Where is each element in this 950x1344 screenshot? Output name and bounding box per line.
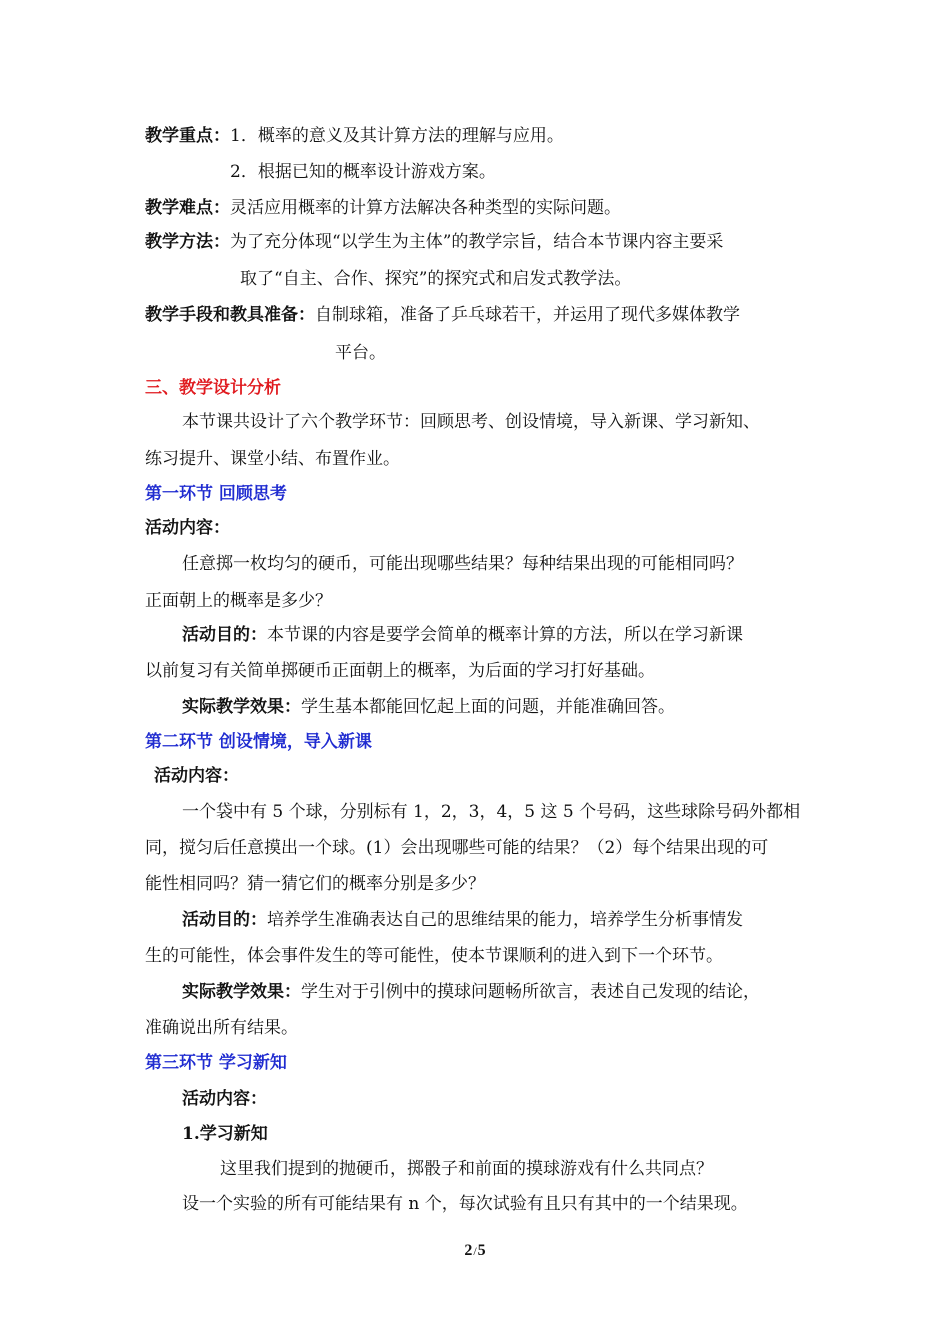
stage-2-content-1: 一个袋中有 5 个球，分别标有 1，2，3，4，5 这 5 个号码，这些球除号码外都相 <box>182 802 801 822</box>
stage-1-purpose-1: 本节课的内容是要学会简单的概率计算的方法，所以在学习新课 <box>267 625 743 645</box>
teaching-difficulty-text: 灵活应用概率的计算方法解决各种类型的实际问题。 <box>230 198 621 218</box>
stage-1-purpose-label: 活动目的： <box>182 625 267 645</box>
teaching-tools-text-1: 自制球箱，准备了乒乓球若干，并运用了现代多媒体教学 <box>315 305 740 325</box>
page-number <box>0 1240 950 1262</box>
teaching-method-text-2: 取了“自主、合作、探究”的探究式和启发式教学法。 <box>240 269 632 289</box>
stage-2-content-2: 同，搅匀后任意摸出一个球。(1）会出现哪些可能的结果？（2）每个结果出现的可 <box>145 838 769 858</box>
teaching-focus-line-1 <box>145 124 564 148</box>
stage-1-heading: 第一环节 回顾思考 <box>145 484 287 504</box>
stage-1-effect-line <box>182 695 675 719</box>
stage-2-heading: 第二环节 创设情境，导入新课 <box>145 732 372 752</box>
stage-1-effect-label: 实际教学效果： <box>182 697 301 717</box>
stage-2-purpose-2: 生的可能性，体会事件发生的等可能性，使本节课顺利的进入到下一个环节。 <box>145 946 723 966</box>
stage-2-effect-line-1 <box>182 980 760 1004</box>
stage-1-content-label: 活动内容： <box>145 518 230 538</box>
teaching-method-label: 教学方法： <box>145 232 230 252</box>
stage-3-text-2: 设一个实验的所有可能结果有 n 个，每次试验有且只有其中的一个结果现。 <box>182 1194 748 1214</box>
teaching-method-text-1: 为了充分体现“以学生为主体”的教学宗旨，结合本节课内容主要采 <box>230 232 724 252</box>
teaching-method-line-1 <box>145 230 723 254</box>
section-three-heading: 三、教学设计分析 <box>145 378 281 398</box>
total-page-number: 5 <box>477 1242 486 1259</box>
stage-2-effect-2: 准确说出所有结果。 <box>145 1018 298 1038</box>
current-page-number: 2 <box>464 1242 473 1259</box>
stage-2-purpose-label: 活动目的： <box>182 910 267 930</box>
teaching-tools-label: 教学手段和教具准备： <box>145 305 315 325</box>
stage-2-effect-1: 学生对于引例中的摸球问题畅所欲言，表述自己发现的结论， <box>301 982 760 1002</box>
stage-1-effect-text: 学生基本都能回忆起上面的问题，并能准确回答。 <box>301 697 675 717</box>
teaching-difficulty-line <box>145 196 621 220</box>
page-number-separator: / <box>473 1244 477 1258</box>
stage-3-heading: 第三环节 学习新知 <box>145 1053 287 1073</box>
teaching-tools-line-1 <box>145 303 740 327</box>
teaching-focus-label: 教学重点： <box>145 126 230 146</box>
stage-2-effect-label: 实际教学效果： <box>182 982 301 1002</box>
stage-3-sub-heading: 1.学习新知 <box>182 1124 268 1144</box>
section-three-intro-2: 练习提升、课堂小结、布置作业。 <box>145 449 400 469</box>
stage-2-content-label: 活动内容： <box>154 766 239 786</box>
teaching-difficulty-label: 教学难点： <box>145 198 230 218</box>
section-three-intro-1: 本节课共设计了六个教学环节：回顾思考、创设情境，导入新课、学习新知、 <box>182 412 760 432</box>
stage-1-purpose-2: 以前复习有关简单掷硬币正面朝上的概率，为后面的学习打好基础。 <box>145 661 655 681</box>
stage-2-purpose-line-1 <box>182 908 743 932</box>
stage-2-content-3: 能性相同吗？猜一猜它们的概率分别是多少？ <box>145 874 485 894</box>
teaching-focus-item-2: 2．根据已知的概率设计游戏方案。 <box>230 162 496 182</box>
teaching-tools-text-2: 平台。 <box>335 343 386 363</box>
teaching-focus-item-1: 1．概率的意义及其计算方法的理解与应用。 <box>230 126 564 146</box>
stage-1-content-2: 正面朝上的概率是多少？ <box>145 591 332 611</box>
stage-2-purpose-1: 培养学生准确表达自己的思维结果的能力，培养学生分析事情发 <box>267 910 743 930</box>
stage-1-content-1: 任意掷一枚均匀的硬币，可能出现哪些结果？每种结果出现的可能相同吗？ <box>182 554 743 574</box>
stage-3-text-1: 这里我们提到的抛硬币，掷骰子和前面的摸球游戏有什么共同点？ <box>220 1159 713 1179</box>
stage-3-content-label: 活动内容： <box>182 1089 267 1109</box>
stage-1-purpose-line-1 <box>182 623 743 647</box>
